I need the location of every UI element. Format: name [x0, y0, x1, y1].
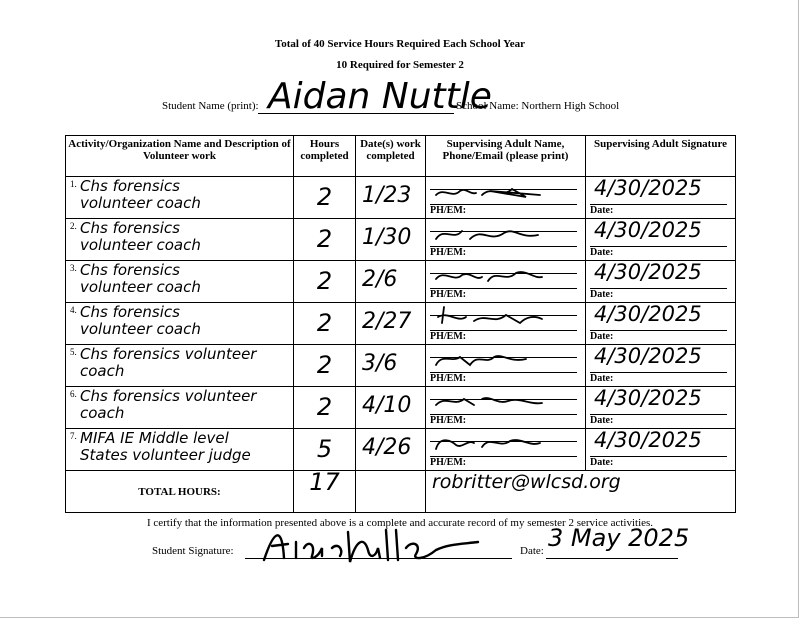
table-row [66, 219, 736, 261]
activity-line-1: Chs forensics volunteer [80, 345, 257, 363]
supervisor-line [430, 399, 577, 400]
ph-em-label: PH/EM: [430, 205, 467, 216]
date-value: 2/6 [362, 267, 398, 292]
hours-value: 2 [316, 225, 333, 253]
signature-date-handwriting: 4/30/2025 [594, 302, 702, 326]
activity-text [80, 220, 201, 254]
signature-date-handwriting: 4/30/2025 [594, 218, 702, 242]
date-value: 1/30 [362, 225, 412, 250]
supervisor-cell [426, 387, 586, 429]
activity-line-2: volunteer coach [80, 320, 201, 338]
ph-em-label: PH/EM: [430, 247, 467, 258]
supervisor-line [430, 441, 577, 442]
table-row [66, 303, 736, 345]
table-row [66, 345, 736, 387]
supervisor-name-signature [430, 387, 580, 417]
activity-line-1: Chs forensics [80, 261, 180, 279]
row-number: 3. [70, 263, 77, 273]
activity-text [80, 178, 201, 212]
supervisor-line [430, 273, 577, 274]
activity-text [80, 262, 201, 296]
form-title: Total of 40 Service Hours Required Each School Year [274, 38, 526, 50]
supervisor-email: robritter@wlcsd.org [432, 471, 621, 493]
total-hours-cell [294, 468, 356, 513]
signature-date-handwriting: 4/30/2025 [594, 260, 702, 284]
ph-em-label: PH/EM: [430, 331, 467, 342]
activity-cell [66, 261, 294, 303]
activity-line-2: coach [80, 404, 125, 422]
table-row [66, 261, 736, 303]
hours-value: 2 [316, 183, 333, 211]
header-activity: Activity/Organization Name and Description of Volunteer work [66, 136, 294, 177]
date-label: Date: [590, 247, 614, 258]
signature-date-handwriting: 4/30/2025 [594, 428, 702, 452]
certification-statement: I certify that the information presented above is a complete and accurate record of my semester 2 service activities. [146, 517, 654, 529]
signature-date-line [546, 558, 678, 559]
signature-cell [586, 387, 736, 429]
activity-cell [66, 387, 294, 429]
signature-cell [586, 177, 736, 219]
activity-line-1: Chs forensics volunteer [80, 387, 257, 405]
activity-cell [66, 345, 294, 387]
activity-text [80, 346, 256, 380]
supervisor-email-cell [426, 471, 736, 513]
signature-cell [586, 345, 736, 387]
date-label: Date: [590, 415, 614, 426]
supervisor-name-signature [430, 261, 580, 291]
date-label: Date: [590, 205, 614, 216]
dates-cell [356, 303, 426, 345]
supervisor-cell [426, 303, 586, 345]
student-name-text: Aidan Nuttle [268, 76, 492, 117]
row-number: 1. [70, 179, 77, 189]
activity-line-1: Chs forensics [80, 177, 180, 195]
activity-text [80, 304, 201, 338]
supervisor-name-signature [430, 345, 580, 375]
total-empty-cell [356, 471, 426, 513]
table-row [66, 177, 736, 219]
header-hours: Hours completed [294, 136, 356, 177]
hours-value: 2 [316, 351, 333, 379]
row-number: 7. [70, 431, 77, 441]
date-label: Date: [590, 331, 614, 342]
signature-date-label: Date: [520, 545, 544, 557]
dates-cell [356, 345, 426, 387]
supervisor-cell [426, 177, 586, 219]
date-label: Date: [590, 457, 614, 468]
date-value: 4/26 [362, 435, 412, 460]
student-name-label: Student Name (print): [162, 100, 259, 112]
signature-cell [586, 429, 736, 471]
dates-cell [356, 219, 426, 261]
supervisor-line [430, 189, 577, 190]
date-value: 3/6 [362, 351, 398, 376]
activity-line-2: coach [80, 362, 125, 380]
activity-line-1: Chs forensics [80, 219, 180, 237]
service-hours-table [65, 135, 736, 513]
ph-em-label: PH/EM: [430, 415, 467, 426]
header-signature: Supervising Adult Signature [586, 136, 736, 177]
hours-cell [294, 345, 356, 387]
signature-date-handwriting: 4/30/2025 [594, 176, 702, 200]
date-label: Date: [590, 373, 614, 384]
supervisor-name-signature [430, 219, 580, 249]
student-signature-label: Student Signature: [152, 545, 234, 557]
header-supervisor: Supervising Adult Name, Phone/Email (please print) [426, 136, 586, 177]
hours-cell [294, 219, 356, 261]
date-value: 4/10 [362, 393, 412, 418]
row-number: 6. [70, 389, 77, 399]
activity-line-1: MIFA IE Middle level [80, 429, 229, 447]
supervisor-cell [426, 261, 586, 303]
hours-cell [294, 177, 356, 219]
dates-cell [356, 177, 426, 219]
table-row [66, 429, 736, 471]
row-number: 5. [70, 347, 77, 357]
hours-cell [294, 387, 356, 429]
student-signature [252, 520, 502, 570]
signature-date-handwriting: 4/30/2025 [594, 344, 702, 368]
activity-cell [66, 177, 294, 219]
supervisor-line [430, 231, 577, 232]
activity-line-2: States volunteer judge [80, 446, 251, 464]
ph-em-label: PH/EM: [430, 457, 467, 468]
date-label: Date: [590, 289, 614, 300]
hours-cell [294, 261, 356, 303]
supervisor-name-signature [430, 429, 580, 459]
dates-cell [356, 429, 426, 471]
activity-line-1: Chs forensics [80, 303, 180, 321]
activity-text [80, 388, 256, 422]
supervisor-line [430, 357, 577, 358]
semester-requirement: 10 Required for Semester 2 [336, 59, 464, 71]
table-row [66, 387, 736, 429]
row-number: 2. [70, 221, 77, 231]
ph-em-label: PH/EM: [430, 373, 467, 384]
signature-date-handwriting: 4/30/2025 [594, 386, 702, 410]
hours-value: 2 [316, 393, 333, 421]
header-dates: Date(s) work completed [356, 136, 426, 177]
signature-date-value: 3 May 2025 [548, 524, 690, 552]
supervisor-cell [426, 219, 586, 261]
row-number: 4. [70, 305, 77, 315]
supervisor-name-signature [430, 177, 580, 207]
dates-cell [356, 261, 426, 303]
signature-cell [586, 303, 736, 345]
activity-cell [66, 219, 294, 261]
hours-cell [294, 303, 356, 345]
activity-cell [66, 429, 294, 471]
student-name-handwriting [262, 60, 492, 120]
date-value: 1/23 [362, 183, 412, 208]
supervisor-line [430, 315, 577, 316]
supervisor-name-signature [430, 303, 580, 333]
date-value: 2/27 [362, 309, 412, 334]
activity-line-2: volunteer coach [80, 194, 201, 212]
supervisor-cell [426, 429, 586, 471]
hours-value: 5 [316, 435, 333, 463]
school-name: School Name: Northern High School [456, 100, 620, 112]
activity-line-2: volunteer coach [80, 278, 201, 296]
total-hours-value: 17 [309, 468, 340, 496]
supervisor-cell [426, 345, 586, 387]
total-hours-label: TOTAL HOURS: [66, 471, 294, 513]
hours-cell [294, 429, 356, 471]
dates-cell [356, 387, 426, 429]
signature-cell [586, 261, 736, 303]
activity-text [80, 430, 251, 464]
hours-value: 2 [316, 267, 333, 295]
ph-em-label: PH/EM: [430, 289, 467, 300]
hours-value: 2 [316, 309, 333, 337]
signature-cell [586, 219, 736, 261]
activity-line-2: volunteer coach [80, 236, 201, 254]
activity-cell [66, 303, 294, 345]
